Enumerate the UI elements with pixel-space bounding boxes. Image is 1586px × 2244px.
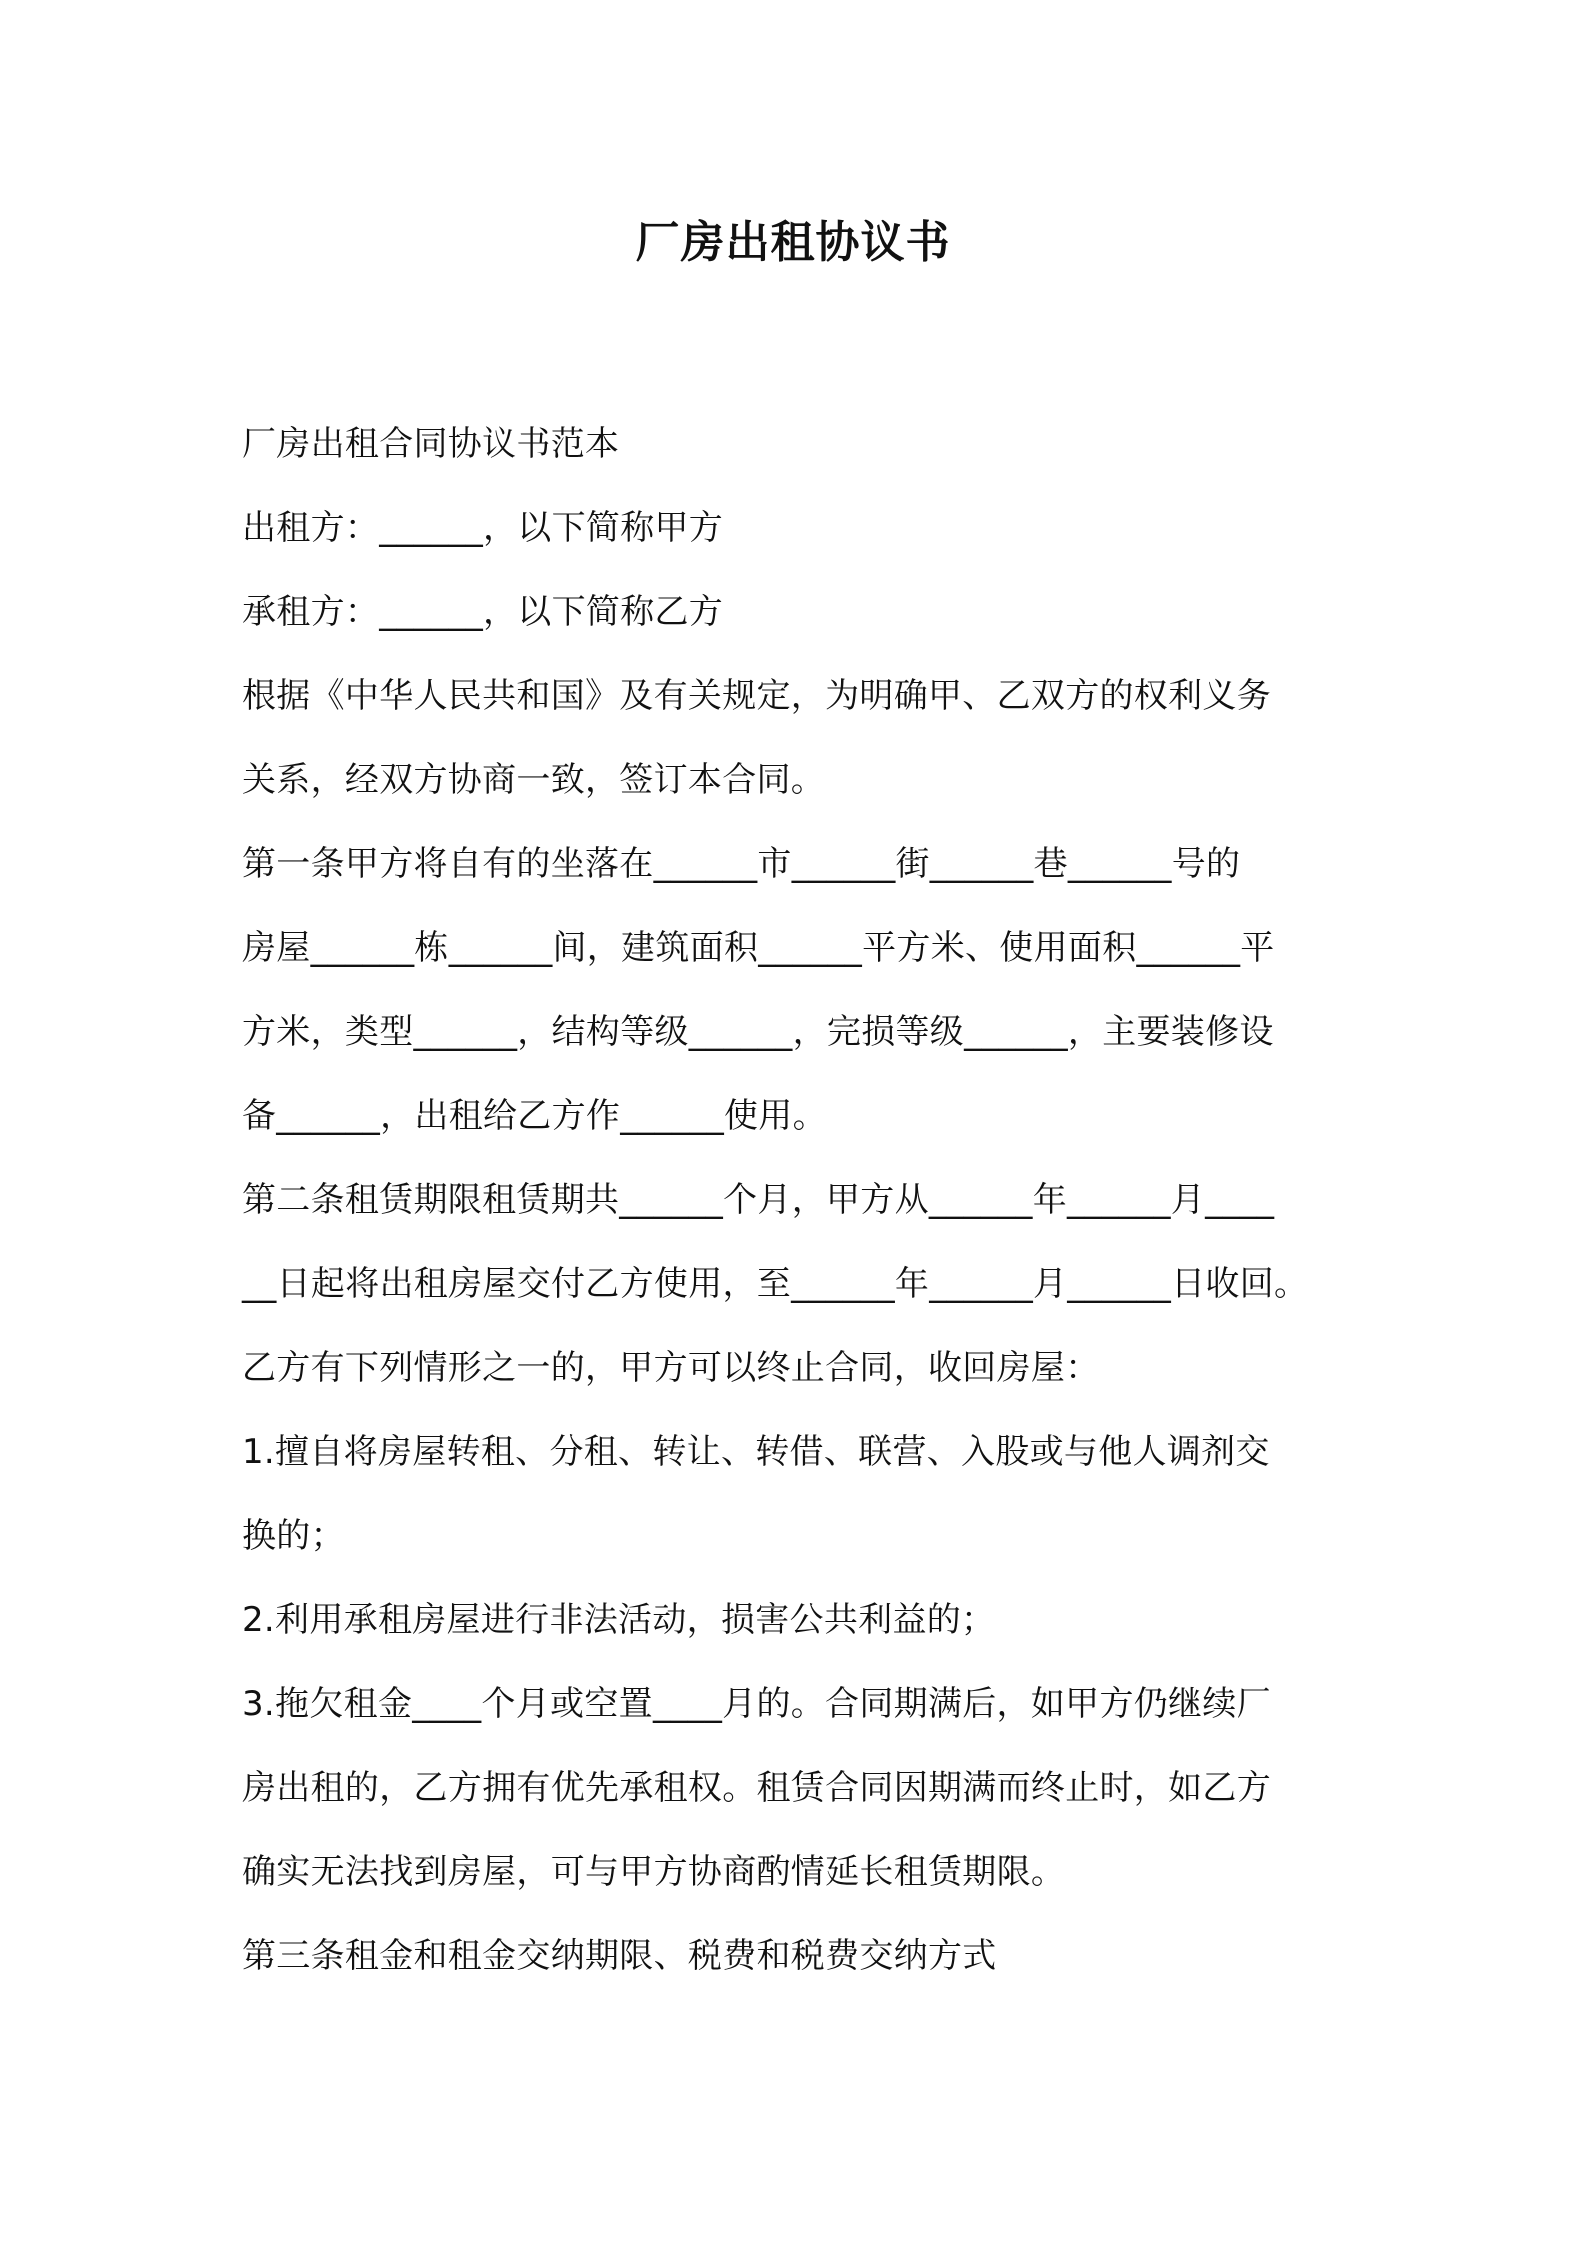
text-line: 根据《中华人民共和国》及有关规定，为明确甲、乙双方的权利义务 [242,676,1271,716]
text-line: 第一条甲方将自有的坐落在______市______街______巷______号的 [242,844,1241,884]
text-line: 房屋______栋______间，建筑面积______平方米、使用面积______平 [242,928,1275,968]
document-title: 厂房出租协议书 [635,217,951,268]
text-line: 房出租的，乙方拥有优先承租权。租赁合同因期满而终止时，如乙方 [242,1768,1271,1808]
text-line: 乙方有下列情形之一的，甲方可以终止合同，收回房屋： [242,1348,1100,1388]
text-line: __日起将出租房屋交付乙方使用，至______年______月______日收回。 [242,1264,1309,1304]
text-line: 关系，经双方协商一致，签订本合同。 [242,760,826,800]
text-line: 备______，出租给乙方作______使用。 [242,1096,827,1136]
text-line: 换的； [242,1516,345,1556]
text-line: 方米，类型______，结构等级______，完损等级______，主要装修设 [242,1012,1274,1052]
text-line: 第二条租赁期限租赁期共______个月，甲方从______年______月____ [242,1180,1275,1220]
document-body [242,402,1362,1998]
text-line: 承租方：______，以下简称乙方 [242,592,724,632]
text-line: 出租方：______，以下简称甲方 [242,508,724,548]
text-line: 3.拖欠租金____个月或空置____月的。合同期满后，如甲方仍继续厂 [242,1684,1271,1724]
text-line: 第三条租金和租金交纳期限、税费和税费交纳方式 [242,1936,997,1976]
text-line: 厂房出租合同协议书范本 [242,424,620,464]
text-line: 1.擅自将房屋转租、分租、转让、转借、联营、入股或与他人调剂交 [242,1432,1270,1472]
text-line: 确实无法找到房屋，可与甲方协商酌情延长租赁期限。 [242,1852,1066,1892]
text-line: 2.利用承租房屋进行非法活动，损害公共利益的； [242,1600,996,1640]
